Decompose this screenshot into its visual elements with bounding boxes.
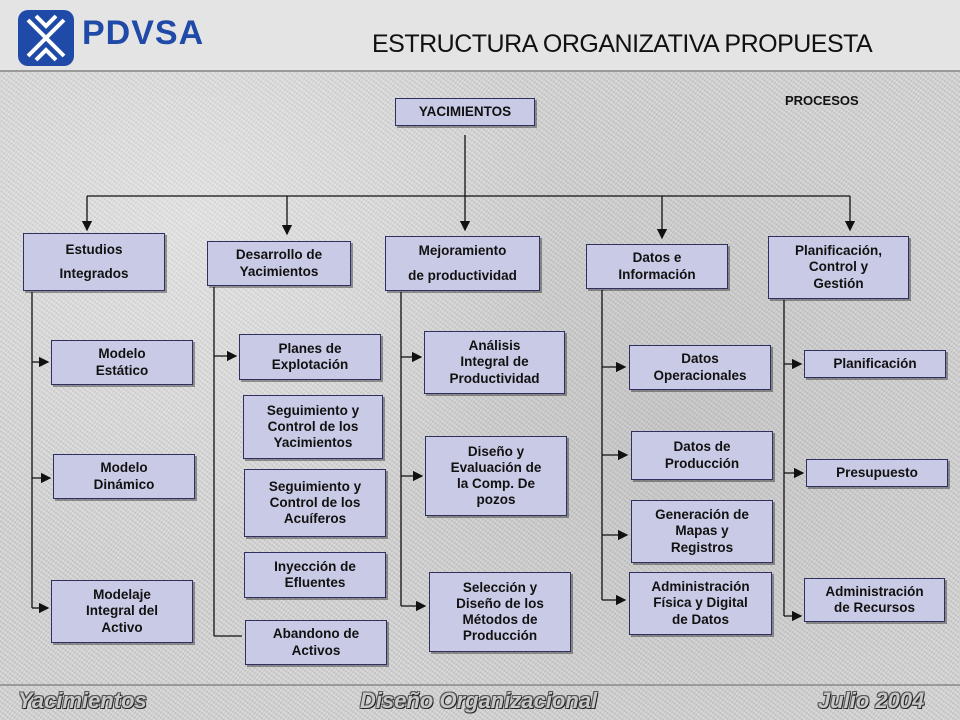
org-box-analisis-productividad (424, 331, 565, 394)
page-title: ESTRUCTURA ORGANIZATIVA PROPUESTA (372, 30, 873, 58)
org-box-desarrollo-yacimientos (207, 241, 351, 286)
org-box-estudios-integrados (23, 233, 165, 291)
org-box-line: Mapas y (675, 523, 729, 539)
org-box-yacimientos (395, 98, 535, 126)
org-box-line: Control y (808, 259, 869, 275)
footer-divider (0, 684, 960, 686)
org-box-line: Yacimientos (273, 435, 353, 451)
org-box-datos-operacionales (629, 345, 771, 390)
org-box-modelo-dinamico (53, 454, 195, 499)
org-box-line: Producción (462, 628, 538, 644)
org-box-line: Control de los (269, 494, 361, 510)
org-box-line: Planes de (278, 340, 342, 356)
org-box-line: Planificación (833, 355, 917, 371)
org-box-line: Inyección de (274, 558, 356, 574)
org-box-datos-produccion (631, 431, 773, 480)
org-box-line: Seguimiento y (266, 402, 360, 418)
brand-name: PDVSA (82, 14, 205, 52)
org-box-seguimiento-yacimientos (243, 395, 383, 459)
org-box-line: Selección y (462, 579, 538, 595)
org-box-line: Abandono de (272, 626, 360, 642)
org-box-generacion-mapas (631, 500, 773, 563)
org-box-line: Explotación (271, 357, 349, 372)
org-box-inyeccion-efluentes (244, 552, 386, 598)
org-box-line: Modelo (98, 346, 146, 362)
org-box-line: Administración (825, 583, 924, 599)
org-box-line: Operacionales (653, 367, 747, 383)
org-box-line: Activos (291, 642, 341, 658)
org-box-line: Registros (670, 539, 734, 555)
org-box-line: de productividad (408, 267, 517, 283)
org-box-seguimiento-acuiferos (244, 469, 386, 537)
org-box-line: la Comp. De (456, 476, 535, 491)
org-box-presupuesto (806, 459, 948, 487)
org-box-line: Control de los (267, 418, 359, 434)
org-box-line: pozos (476, 492, 516, 508)
org-box-line: Seguimiento y (268, 478, 362, 494)
org-box-line: Acuíferos (283, 511, 347, 527)
org-box-line: Presupuesto (836, 464, 918, 480)
org-box-diseno-evaluacion-pozos (425, 436, 567, 516)
footer-left-text: Yacimientos (18, 688, 147, 713)
org-box-line: Yacimientos (239, 263, 319, 279)
org-box-modelaje-integral (51, 580, 193, 643)
org-box-line: Productividad (449, 370, 540, 386)
org-box-line: Generación de (655, 507, 749, 523)
org-box-administracion-recursos (804, 578, 945, 622)
org-box-planificacion-control-gestion (768, 236, 909, 299)
org-box-line: Integrados (59, 266, 129, 281)
org-box-line: Activo (101, 619, 143, 635)
org-box-line: Mejoramiento (418, 243, 507, 259)
org-box-line: Diseño y (467, 443, 525, 459)
org-box-line: Diseño de los (456, 595, 544, 611)
org-box-line: de Datos (671, 611, 729, 627)
org-box-planificacion (804, 350, 946, 378)
org-box-line: Análisis (468, 338, 521, 354)
org-box-label: YACIMIENTOS (418, 103, 512, 119)
procesos-label: PROCESOS (785, 93, 859, 108)
org-box-line: Estático (95, 362, 149, 378)
org-box-line: Datos de (673, 439, 731, 455)
org-box-line: Información (618, 266, 696, 282)
org-box-line: Desarrollo de (235, 247, 323, 263)
org-box-line: Estudios (65, 241, 123, 257)
org-box-line: Dinámico (93, 476, 155, 492)
footer-center-text: Diseño Organizacional (360, 688, 598, 713)
org-box-abandono-activos (245, 620, 387, 665)
org-box-line: Gestión (813, 275, 864, 291)
org-box-modelo-estatico (51, 340, 193, 385)
org-box-line: Efluentes (284, 575, 346, 590)
org-box-line: Modelaje (93, 587, 151, 603)
org-box-seleccion-metodos (429, 572, 571, 652)
org-box-line: Métodos de (462, 612, 538, 627)
org-box-administracion-datos (629, 572, 772, 635)
org-box-line: Datos e (632, 250, 682, 266)
org-box-line: Modelo (100, 460, 148, 476)
org-box-line: Integral del (85, 603, 158, 619)
org-box-line: Administración (651, 579, 750, 595)
org-box-line: Evaluación de (450, 459, 542, 475)
org-box-line: Datos (681, 351, 719, 367)
org-box-mejoramiento-productividad (385, 236, 540, 291)
org-box-line: Integral de (460, 354, 529, 370)
org-box-line: Física y Digital (653, 595, 748, 611)
org-box-line: Planificación, (794, 243, 883, 259)
org-box-line: Producción (664, 455, 740, 471)
org-box-planes-explotacion (239, 334, 381, 380)
footer-right-text: Julio 2004 (818, 688, 925, 713)
org-box-datos-informacion (586, 244, 728, 289)
org-box-line: de Recursos (833, 600, 916, 615)
